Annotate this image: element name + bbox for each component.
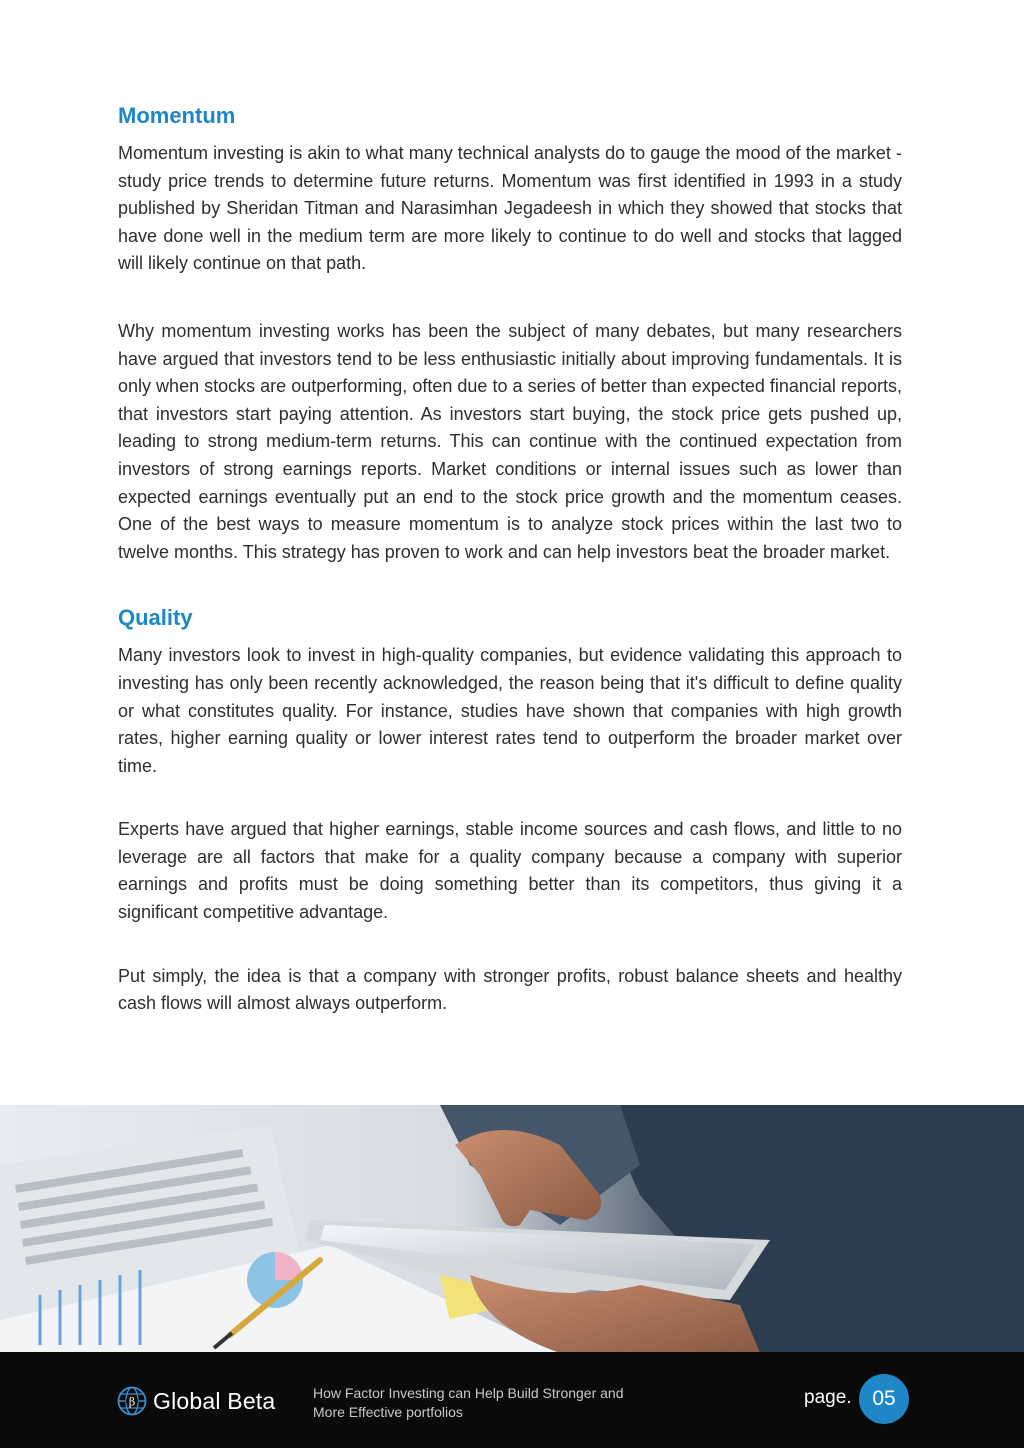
hero-photo [0, 1105, 1024, 1353]
quality-paragraph-1: Many investors look to invest in high-quality companies, but evidence validating this approach to investing has only been recently acknowledged, the reason being that it's difficult to define quality or what constitutes quality. For instance, studies have shown that companies with high growth rates, higher earning quality or lower interest rates tend to outperform the broader market over time. [118, 645, 902, 776]
tagline-line-2: More Effective portfolios [313, 1404, 463, 1420]
quality-paragraph-3: Put simply, the idea is that a company with stronger profits, robust balance sheets and healthy cash flows will almost always outperform. [118, 965, 902, 1014]
tablet-laptop-illustration [0, 1105, 1024, 1353]
document-tagline [313, 1384, 673, 1422]
brand-logo [117, 1385, 275, 1417]
globe-beta-icon [117, 1386, 147, 1416]
quality-heading: Quality [118, 605, 193, 631]
page-number-badge: 05 [859, 1374, 909, 1424]
quality-paragraph-2: Experts have argued that higher earnings, stable income sources and cash flows, and little to no leverage are all factors that make for a quality company because a company with superior earnings and profits must be doing something better than its competitors, thus giving it a significant competitive advantage. [118, 819, 902, 923]
momentum-heading: Momentum [118, 103, 236, 128]
page-label: page. [804, 1387, 852, 1408]
svg-text:β: β [128, 1395, 136, 1409]
page-footer [0, 1352, 1024, 1448]
momentum-paragraph-2: Why momentum investing works has been the subject of many debates, but many researchers have argued that investors tend to be less enthusiastic initially about improving fundamentals. It is only when stocks are outperforming, often due to a series of better than expected financial reports, that investors start paying attention. As investors start buying, the stock price gets pushed up, leading to strong medium-term returns. This can continue with the continued expectation from investors of strong earnings reports. Market conditions or internal issues such as lower than expected earnings eventually put an end to the stock price growth and the momentum ceases. One of the best ways to measure momentum is to analyze stock prices within the last two to twelve months. This strategy has proven to work and can help investors beat the broader market. [118, 320, 902, 562]
brand-name: Global Beta [153, 1387, 276, 1414]
momentum-paragraph-1: Momentum investing is akin to what many technical analysts do to gauge the mood of the market -study price trends to determine future returns. Momentum was first identified in 1993 in a study published by Sheridan Titman and Narasimhan Jegadeesh in which they showed that stocks that have done well in the medium term are more likely to continue to do well and stocks that lagged will likely continue on that path. [118, 143, 902, 274]
tagline-line-1: How Factor Investing can Help Build Stronger and [313, 1385, 624, 1401]
article-body [118, 100, 902, 1018]
